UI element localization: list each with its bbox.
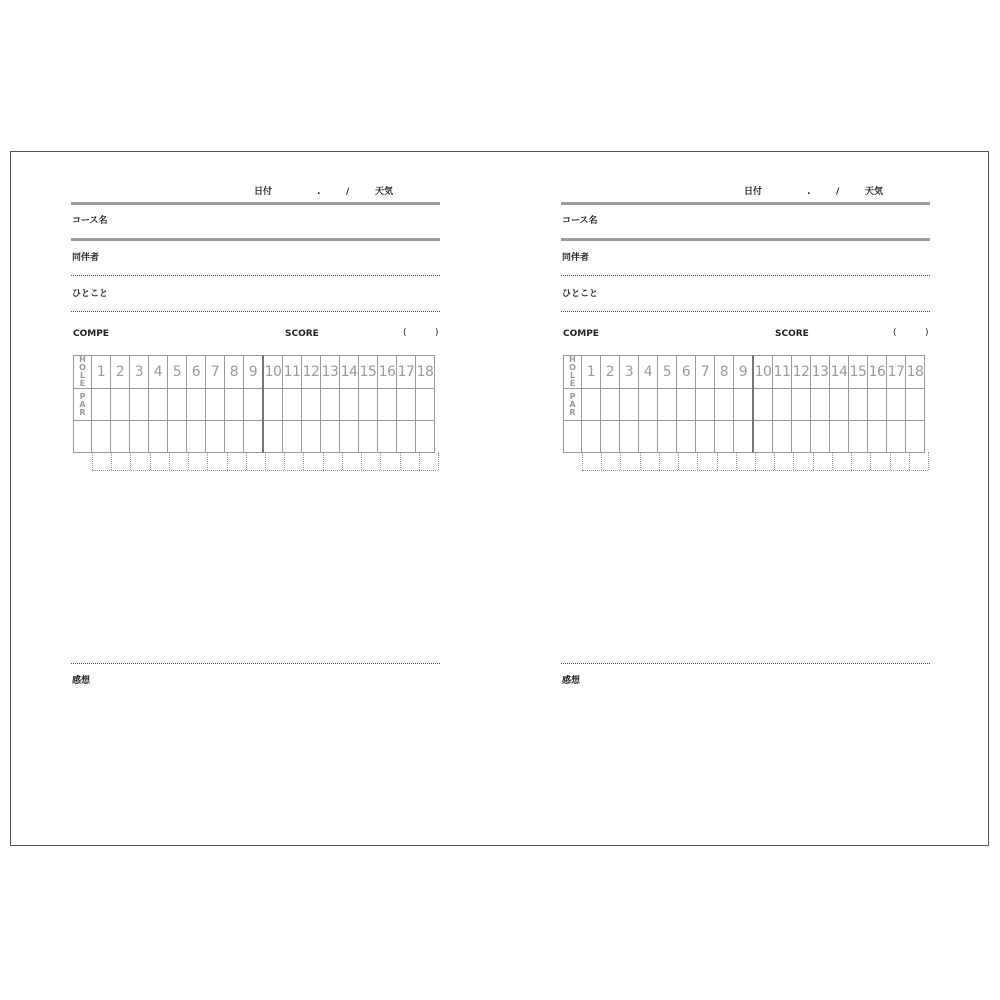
hole-number-cell: 10 <box>753 356 773 389</box>
par-letter: A <box>569 399 576 409</box>
hole-number-cell: 9 <box>244 356 264 389</box>
par-cell[interactable] <box>416 389 435 421</box>
hole-number-cell: 17 <box>397 356 416 389</box>
score-cell[interactable] <box>906 421 925 453</box>
putt-subrow-divider <box>150 452 151 470</box>
putt-subrow-divider <box>380 452 381 470</box>
score-row <box>74 421 435 453</box>
hole-number-cell: 1 <box>92 356 111 389</box>
score-header-cell <box>74 421 92 453</box>
date-dot-separator: . <box>807 187 811 197</box>
putt-subrow-divider <box>130 452 131 470</box>
companion-label: 同伴者 <box>72 253 100 263</box>
score-cell[interactable] <box>92 421 111 453</box>
score-cell[interactable] <box>206 421 225 453</box>
score-cell[interactable] <box>830 421 849 453</box>
comment-underline <box>561 311 930 312</box>
par-cell[interactable] <box>849 389 868 421</box>
par-cell[interactable] <box>677 389 696 421</box>
hole-number-cell: 4 <box>639 356 658 389</box>
comment-label: ひとこと <box>562 289 599 299</box>
hole-vertical-label <box>564 356 581 388</box>
score-row <box>564 421 925 453</box>
date-slash-separator: / <box>836 187 840 197</box>
par-cell[interactable] <box>906 389 925 421</box>
par-cell[interactable] <box>811 389 830 421</box>
companion-underline <box>561 275 930 276</box>
hole-letter: L <box>569 371 576 380</box>
putt-subrow-bottom <box>582 470 928 471</box>
par-cell[interactable] <box>321 389 340 421</box>
putt-subrow-divider <box>303 452 304 470</box>
par-cell[interactable] <box>225 389 244 421</box>
putt-subrow-divider <box>890 452 891 470</box>
hole-letter: O <box>79 363 86 372</box>
score-cell[interactable] <box>149 421 168 453</box>
score-cell[interactable] <box>696 421 715 453</box>
score-cell[interactable] <box>677 421 696 453</box>
hole-number-cell: 4 <box>149 356 168 389</box>
hole-number-cell: 1 <box>582 356 601 389</box>
putt-subrow-divider <box>659 452 660 470</box>
score-cell[interactable] <box>359 421 378 453</box>
score-paren-open: ( <box>893 328 897 338</box>
par-cell[interactable] <box>639 389 658 421</box>
score-cell[interactable] <box>639 421 658 453</box>
putt-subrow-divider <box>265 452 266 470</box>
score-cell[interactable] <box>340 421 359 453</box>
hole-letter: L <box>79 371 86 380</box>
putt-subrow-divider <box>736 452 737 470</box>
score-cell[interactable] <box>168 421 187 453</box>
hole-number-cell: 15 <box>849 356 868 389</box>
score-paren-close: ) <box>435 328 439 338</box>
hole-number-cell: 18 <box>416 356 435 389</box>
putt-subrow-divider <box>169 452 170 470</box>
hole-number-cell: 16 <box>868 356 887 389</box>
score-label: SCORE <box>775 329 809 339</box>
hole-letter: E <box>79 379 86 388</box>
putt-subrow-divider <box>697 452 698 470</box>
hole-row <box>564 356 925 389</box>
par-letter: R <box>79 407 86 417</box>
date-underline <box>561 202 930 205</box>
hole-header-cell <box>564 356 582 389</box>
putt-subrow-divider <box>419 452 420 470</box>
putt-subrow-divider <box>92 452 93 470</box>
putt-subrow-divider <box>851 452 852 470</box>
comment-label: ひとこと <box>72 289 109 299</box>
hole-number-cell: 13 <box>811 356 830 389</box>
putt-subrow-divider <box>227 452 228 470</box>
weather-label: 天気 <box>375 187 394 197</box>
hole-letter: E <box>569 379 576 388</box>
par-cell[interactable] <box>830 389 849 421</box>
course-name-label: コース名 <box>72 216 108 226</box>
score-cell[interactable] <box>734 421 754 453</box>
compe-label: COMPE <box>563 329 599 339</box>
date-underline <box>71 202 440 205</box>
putt-subrow-divider <box>793 452 794 470</box>
hole-number-cell: 2 <box>111 356 130 389</box>
par-cell[interactable] <box>283 389 302 421</box>
putt-subrow-divider <box>813 452 814 470</box>
scorecard-page-left <box>71 152 440 847</box>
spread-frame <box>10 151 989 846</box>
score-cell[interactable] <box>130 421 149 453</box>
par-cell[interactable] <box>582 389 601 421</box>
score-cell[interactable] <box>715 421 734 453</box>
putt-subrow-divider <box>640 452 641 470</box>
hole-number-cell: 8 <box>225 356 244 389</box>
putt-subrow-divider <box>774 452 775 470</box>
score-cell[interactable] <box>601 421 620 453</box>
hole-number-cell: 12 <box>792 356 811 389</box>
hole-number-cell: 3 <box>130 356 149 389</box>
hole-row <box>74 356 435 389</box>
hole-number-cell: 18 <box>906 356 925 389</box>
hole-number-cell: 17 <box>887 356 906 389</box>
par-cell[interactable] <box>111 389 130 421</box>
score-cell[interactable] <box>263 421 283 453</box>
par-cell[interactable] <box>696 389 715 421</box>
putt-subrow-divider <box>620 452 621 470</box>
par-cell[interactable] <box>206 389 225 421</box>
score-cell[interactable] <box>620 421 639 453</box>
par-cell[interactable] <box>620 389 639 421</box>
putt-subrow-divider <box>246 452 247 470</box>
score-paren-close: ) <box>925 328 929 338</box>
par-cell[interactable] <box>263 389 283 421</box>
par-letter: R <box>569 407 576 417</box>
date-slash-separator: / <box>346 187 350 197</box>
score-cell[interactable] <box>397 421 416 453</box>
par-cell[interactable] <box>244 389 264 421</box>
score-header-cell <box>564 421 582 453</box>
date-dot-separator: . <box>317 187 321 197</box>
memo-divider <box>71 663 440 664</box>
course-underline <box>71 238 440 241</box>
par-cell[interactable] <box>340 389 359 421</box>
putt-subrow-divider <box>755 452 756 470</box>
hole-number-cell: 5 <box>658 356 677 389</box>
par-cell[interactable] <box>302 389 321 421</box>
hole-number-cell: 13 <box>321 356 340 389</box>
hole-number-cell: 2 <box>601 356 620 389</box>
hole-letter: H <box>569 355 576 364</box>
score-cell[interactable] <box>773 421 792 453</box>
hole-number-cell: 9 <box>734 356 754 389</box>
hole-number-cell: 16 <box>378 356 397 389</box>
hole-number-cell: 6 <box>677 356 696 389</box>
score-cell[interactable] <box>416 421 435 453</box>
par-cell[interactable] <box>130 389 149 421</box>
par-cell[interactable] <box>359 389 378 421</box>
score-cell[interactable] <box>753 421 773 453</box>
putt-subrow-divider <box>717 452 718 470</box>
score-cell[interactable] <box>302 421 321 453</box>
scorecard-page-right <box>561 152 930 847</box>
hole-number-cell: 7 <box>696 356 715 389</box>
par-letter: P <box>569 391 576 401</box>
date-label: 日付 <box>254 187 273 197</box>
par-row <box>74 389 435 421</box>
score-cell[interactable] <box>582 421 601 453</box>
score-label: SCORE <box>285 329 319 339</box>
par-cell[interactable] <box>168 389 187 421</box>
hole-vertical-label <box>74 356 91 388</box>
score-cell[interactable] <box>849 421 868 453</box>
putt-subrow-divider <box>284 452 285 470</box>
score-cell[interactable] <box>111 421 130 453</box>
hole-number-cell: 14 <box>340 356 359 389</box>
hole-number-cell: 10 <box>263 356 283 389</box>
putt-subrow-divider <box>342 452 343 470</box>
compe-label: COMPE <box>73 329 109 339</box>
par-header-cell <box>74 389 92 421</box>
score-cell[interactable] <box>225 421 244 453</box>
par-cell[interactable] <box>601 389 620 421</box>
par-cell[interactable] <box>715 389 734 421</box>
hole-number-cell: 7 <box>206 356 225 389</box>
putt-subrow-divider <box>678 452 679 470</box>
hole-number-cell: 12 <box>302 356 321 389</box>
putt-subrow-bottom <box>92 470 438 471</box>
putt-subrow-divider <box>361 452 362 470</box>
par-cell[interactable] <box>92 389 111 421</box>
hole-number-cell: 5 <box>168 356 187 389</box>
par-cell[interactable] <box>868 389 887 421</box>
par-cell[interactable] <box>792 389 811 421</box>
hole-number-cell: 11 <box>283 356 302 389</box>
par-cell[interactable] <box>658 389 677 421</box>
par-row <box>564 389 925 421</box>
score-cell[interactable] <box>868 421 887 453</box>
par-letter: P <box>79 391 86 401</box>
impression-label: 感想 <box>562 676 581 686</box>
hole-number-cell: 8 <box>715 356 734 389</box>
hole-number-cell: 15 <box>359 356 378 389</box>
impression-label: 感想 <box>72 676 91 686</box>
memo-divider <box>561 663 930 664</box>
putt-subrow-divider <box>400 452 401 470</box>
score-cell[interactable] <box>811 421 830 453</box>
par-header-cell <box>564 389 582 421</box>
putt-subrow-divider <box>438 452 439 470</box>
putt-subrow-divider <box>601 452 602 470</box>
par-cell[interactable] <box>397 389 416 421</box>
comment-underline <box>71 311 440 312</box>
score-table <box>563 355 925 453</box>
score-cell[interactable] <box>658 421 677 453</box>
hole-header-cell <box>74 356 92 389</box>
par-vertical-label <box>564 393 581 417</box>
score-cell[interactable] <box>187 421 206 453</box>
weather-label: 天気 <box>865 187 884 197</box>
putt-subrow-divider <box>323 452 324 470</box>
score-cell[interactable] <box>321 421 340 453</box>
par-vertical-label <box>74 393 91 417</box>
score-cell[interactable] <box>792 421 811 453</box>
putt-subrow-divider <box>909 452 910 470</box>
par-cell[interactable] <box>887 389 906 421</box>
par-cell[interactable] <box>149 389 168 421</box>
companion-label: 同伴者 <box>562 253 590 263</box>
putt-subrow-divider <box>582 452 583 470</box>
par-cell[interactable] <box>753 389 773 421</box>
score-paren-open: ( <box>403 328 407 338</box>
putt-subrow-divider <box>928 452 929 470</box>
par-cell[interactable] <box>734 389 754 421</box>
hole-number-cell: 3 <box>620 356 639 389</box>
putt-subrow-divider <box>188 452 189 470</box>
putt-subrow-divider <box>832 452 833 470</box>
par-cell[interactable] <box>378 389 397 421</box>
score-cell[interactable] <box>887 421 906 453</box>
putt-subrow-divider <box>111 452 112 470</box>
course-underline <box>561 238 930 241</box>
putt-subrow-divider <box>870 452 871 470</box>
putt-subrow-divider <box>207 452 208 470</box>
date-label: 日付 <box>744 187 763 197</box>
score-table <box>73 355 435 453</box>
companion-underline <box>71 275 440 276</box>
course-name-label: コース名 <box>562 216 598 226</box>
par-letter: A <box>79 399 86 409</box>
score-cell[interactable] <box>244 421 264 453</box>
hole-number-cell: 6 <box>187 356 206 389</box>
score-cell[interactable] <box>378 421 397 453</box>
par-cell[interactable] <box>187 389 206 421</box>
hole-number-cell: 14 <box>830 356 849 389</box>
hole-letter: H <box>79 355 86 364</box>
hole-letter: O <box>569 363 576 372</box>
par-cell[interactable] <box>773 389 792 421</box>
hole-number-cell: 11 <box>773 356 792 389</box>
score-cell[interactable] <box>283 421 302 453</box>
